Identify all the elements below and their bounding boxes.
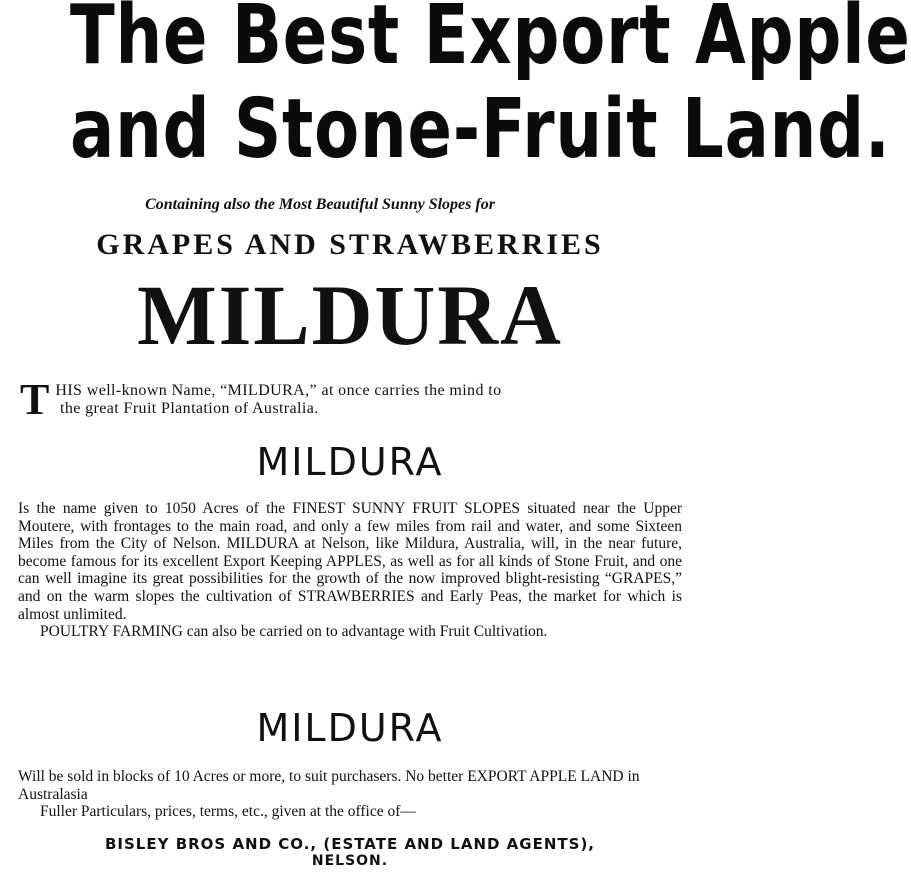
mildura-heading-2: MILDURA — [256, 706, 444, 750]
mildura-heading-1: MILDURA — [256, 440, 444, 484]
agents-town: NELSON. — [311, 853, 389, 869]
poultry-paragraph: POULTRY FARMING can also be carried on to advantage with Fruit Cultivation. — [40, 623, 548, 641]
containing-subheading: Containing also the Most Beautiful Sunny Slopes for — [145, 196, 495, 213]
mildura-title: MILDURA — [137, 267, 563, 363]
sale-blocks-paragraph: Will be sold in blocks of 10 Acres or more, to suit purchasers. No better EXPORT APPLE LAND in Australasia — [18, 768, 640, 803]
intro-line-1: HIS well-known Name, “MILDURA,” at once carries the mind to — [55, 382, 502, 399]
intro-line-2: the great Fruit Plantation of Australia. — [60, 400, 319, 417]
drop-cap: T — [20, 375, 50, 424]
agents-name: BISLEY BROS AND CO., (ESTATE AND LAND AGENTS), — [104, 835, 595, 853]
grapes-strawberries-heading: GRAPES AND STRAWBERRIES — [96, 228, 604, 261]
intro-paragraph — [20, 375, 690, 424]
description-body — [18, 500, 682, 641]
agents-signature — [0, 836, 700, 870]
particulars-line: Fuller Particulars, prices, terms, etc., given at the office of— — [40, 803, 416, 821]
description-main-paragraph: Is the name given to 1050 Acres of the FINEST SUNNY FRUIT SLOPES situated near the Upper Moutere, with frontages to the main road, and only a few miles from rail and water, and some Sixteen Miles from the City of Nelson. MILDURA at Nelson, like Mildura, Australia, will, in the near future, become famous for its excellent Export Keeping APPLES, as well as for all kinds of Stone Fruit, and one can well imagine its great possibilities for the growth of the now improved blight-resisting “GRAPES,” and on the warm slopes the cultivation of STRAWBERRIES and Early Peas, the market for which is almost unlimited. — [18, 500, 682, 623]
sale-terms — [18, 768, 682, 821]
headline-line-1: The Best Export Apple — [70, 0, 911, 83]
headline-line-2: and Stone-Fruit Land. — [70, 82, 891, 177]
